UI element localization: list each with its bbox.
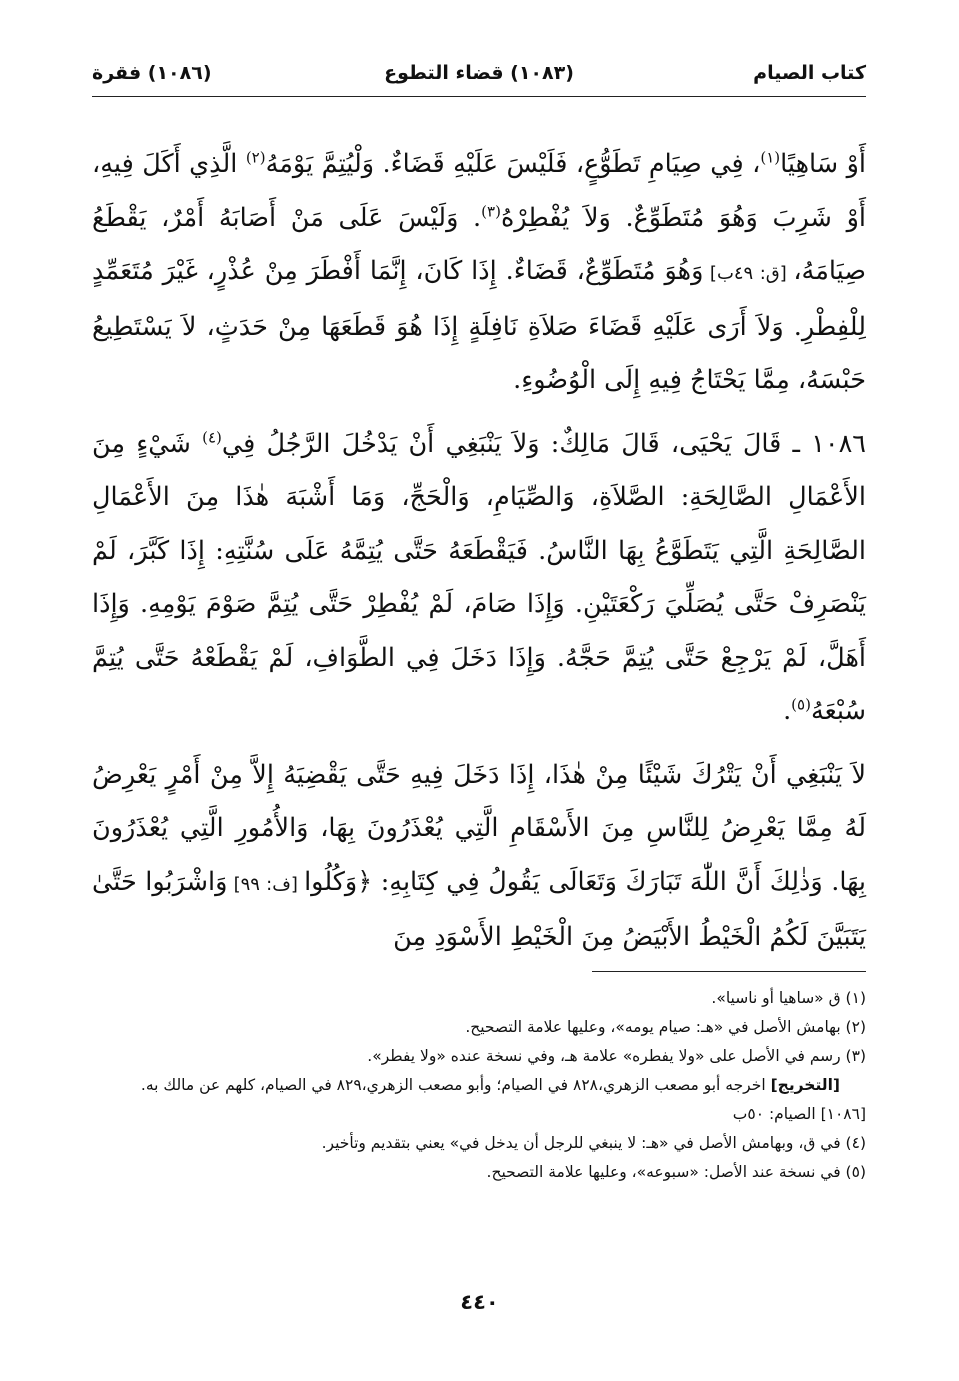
paragraph-3	[92, 749, 866, 965]
footnote-ref-2: (٢)	[245, 148, 266, 167]
paragraph-1086	[92, 418, 866, 739]
text-run: الَّذِي أَكَلَ فِيهِ، أَوْ شَرِبَ وَهُوَ مُتَطَوِّعٌ. وَلاَ يُفْطِرْهُ	[92, 149, 866, 233]
page-number: ٤٤٠	[460, 1290, 499, 1314]
text-run: وَهُوَ مُتَطَوِّعٌ، قَضَاءٌ. إِذَا كَانَ، إِنَّمَا أَفْطَرَ مِنْ عُذْرٍ، غَيْرَ مُتَعَمِّدٍ لِلْفِطْرِ. وَلاَ أَرَى عَلَيْهِ قَضَاءَ صَلاَةِ نَافِلَةٍ إِذَا هُوَ قَطَعَهَا مِنْ حَدَثٍ، لاَ يَسْتَطِيعُ حَبْسَهُ، مِمَّا يَحْتَاجُ فِيهِ إِلَى الْوُضُوءِ.	[92, 256, 866, 395]
paragraph-1	[92, 138, 866, 408]
text-run: شَيْءٍ مِنَ الأَعْمَالِ الصَّالِحَةِ: الصَّلاَةِ، وَالصِّيَامِ، وَالْحَجِّ، وَمَا أَشْبَهَ هٰذَا مِنَ الأَعْمَالِ الصَّالِحَةِ الَّتِي يَتَطَوَّعُ بِهَا النَّاسُ. فَيَقْطَعَهُ حَتَّى يُتِمَّهُ عَلَى سُنَّتِهِ: إِذَا كَبَّرَ، لَمْ يَنْصَرِفْ حَتَّى يُصَلِّيَ رَكْعَتَيْنِ. وَإِذَا صَامَ، لَمْ يُفْطِرْ حَتَّى يُتِمَّ صَوْمَ يَوْمِهِ. وَإِذَا أَهَلَّ، لَمْ يَرْجِعْ حَتَّى يُتِمَّ حَجَّهُ. وَإِذَا دَخَلَ فِي الطَّوَافِ، لَمْ يَقْطَعْهُ حَتَّى يُتِمَّ سُبْعَهُ	[92, 428, 866, 726]
header-chapter-title: (١٠٨٣) قضاء التطوع	[384, 62, 574, 84]
header-book-title: كتاب الصيام	[753, 62, 866, 84]
text-run: ، فِي صِيَامِ تَطَوُّعٍ، فَلَيْسَ عَلَيْهِ قَضَاءٌ. وَلْيُتِمَّ يَوْمَهُ	[265, 149, 761, 179]
text-run: .	[783, 696, 792, 726]
footnote-divider	[592, 971, 866, 972]
footnote-1: (١) ق «ساهيا أو ناسيا».	[711, 989, 866, 1007]
text-run: أَوْ سَاهِيًا	[780, 149, 866, 179]
text-run: . وَلَيْسَ عَلَى مَنْ أَصَابَهُ أَمْرٌ، يَقْطَعُ صِيَامَهُ،	[92, 202, 866, 286]
takhrij-text: اخرجه أبو مصعب الزهري،٨٢٨ في الصيام؛ وأبو مصعب الزهري،٨٢٩ في الصيام، كلهم عن مالك به.	[140, 1076, 771, 1094]
footnote-ref-3: (٣)	[481, 202, 501, 220]
text-run: لاَ يَنْبَغِي أَنْ يَتْرُكَ شَيْئًا مِنْ هٰذَا، إِذَا دَخَلَ فِيهِ حَتَّى يَقْضِيَهُ إِلاَّ مِنْ أَمْرٍ يَعْرِضُ لَهُ مِمَّا يَعْرِضُ لِلنَّاسِ مِنَ الأَسْقَامِ الَّتِي يُعْذَرُونَ بِهَا، وَالأُمُورِ الَّتِي يُعْذَرُونَ بِهَا. وَذٰلِكَ أَنَّ اللّٰهَ تَبَارَكَ وَتَعَالَى يَقُولُ فِي كِتَابِهِ: ﴿وَكُلُوا	[92, 759, 866, 897]
footnote-ref-4: (٤)	[202, 428, 222, 446]
footnote-ref-1: (١)	[760, 148, 781, 167]
running-header	[92, 58, 866, 92]
footnote-2: (٢) بهامش الأصل في «هـ: صيام يومه»، وعليها علامة التصحيح.	[465, 1018, 866, 1036]
takhrij-label: [التخريج]	[770, 1076, 840, 1094]
footnotes	[92, 984, 866, 1187]
header-divider	[92, 96, 866, 97]
main-text	[92, 138, 866, 965]
text-run: ١٠٨٦ ـ قَالَ يَحْيَى، قَالَ مَالِكٌ: وَلاَ يَنْبَغِي أَنْ يَدْخُلَ الرَّجُلُ فِي	[221, 428, 866, 459]
footnote-ref-5: (٥)	[791, 695, 811, 714]
manuscript-folio-marker: [ق: ٤٩ب]	[703, 263, 794, 284]
footnote-3: (٣) رسم في الأصل على «ولا يفطره» علامة هـ، وفي نسخة عنده «ولا يفطر».	[367, 1047, 866, 1065]
print-page-marker: [ف: ٩٩]	[227, 873, 305, 895]
footnote-4: (٤) في ق، وبهامش الأصل في «هـ: لا ينبغي للرجل أن يدخل في» يعني بتقديم وتأخير.	[321, 1134, 866, 1152]
footnote-5: (٥) في نسخة عند الأصل: «سبوعه»، وعليها علامة التصحيح.	[486, 1163, 866, 1181]
manuscript-reference: [١٠٨٦] الصيام: ٥٠ب	[732, 1105, 866, 1123]
header-paragraph-range: (١٠٨٦) فقرة	[92, 62, 212, 84]
quran-quote: وَاشْرَبُوا حَتَّىٰ يَتَبَيَّنَ لَكُمُ الْخَيْطُ الأَبْيَضُ مِنَ الْخَيْطِ الأَسْوَدِ مِنَ	[92, 866, 866, 952]
takhrij-note	[92, 1071, 866, 1100]
